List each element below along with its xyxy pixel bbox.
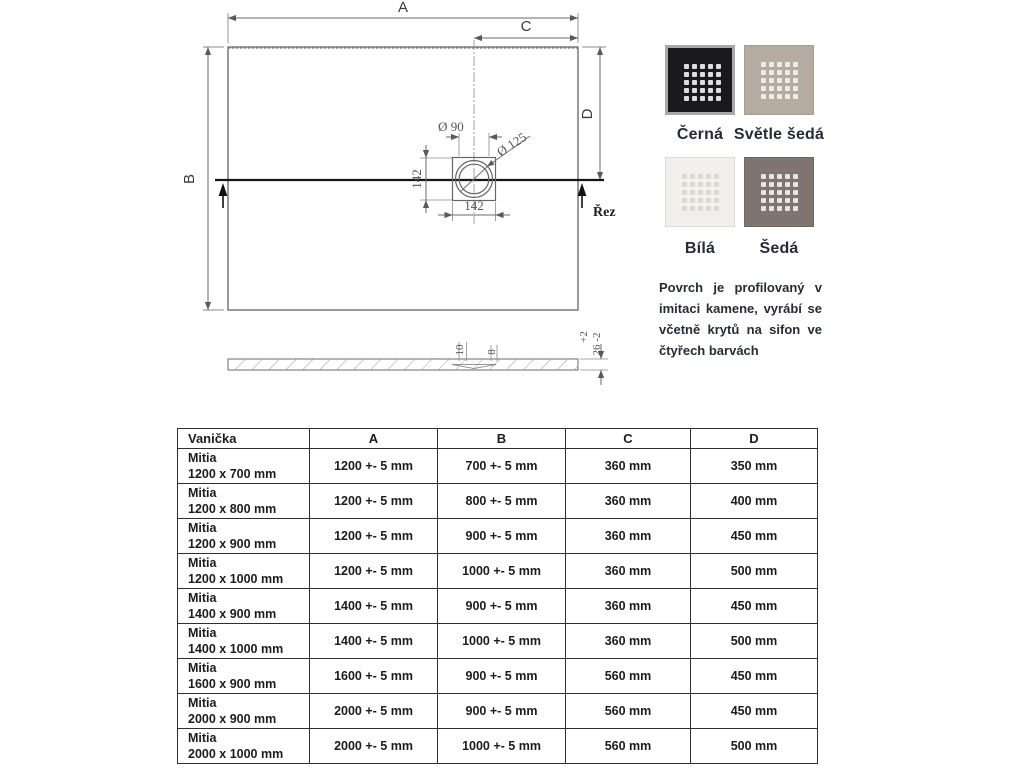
product-cell xyxy=(178,624,310,659)
value-b: 800 +- 5 mm xyxy=(438,484,566,519)
value-d: 500 mm xyxy=(691,729,818,764)
value-c: 360 mm xyxy=(566,624,691,659)
value-b: 1000 +- 5 mm xyxy=(438,624,566,659)
product-name: Mitia xyxy=(188,556,217,570)
table-row xyxy=(178,589,818,624)
value-c: 360 mm xyxy=(566,519,691,554)
section-label-rez: Řez xyxy=(593,205,616,220)
section-arrow-right xyxy=(578,183,587,208)
value-a: 1400 +- 5 mm xyxy=(310,589,438,624)
value-b: 900 +- 5 mm xyxy=(438,659,566,694)
product-size: 1200 x 700 mm xyxy=(188,467,277,481)
value-c: 360 mm xyxy=(566,449,691,484)
dim-label-142-horizontal: 142 xyxy=(464,198,484,213)
value-c: 560 mm xyxy=(566,729,691,764)
value-c: 560 mm xyxy=(566,694,691,729)
header-c: C xyxy=(566,429,691,449)
value-d: 400 mm xyxy=(691,484,818,519)
product-name: Mitia xyxy=(188,451,217,465)
product-cell xyxy=(178,449,310,484)
drain-cover-dots xyxy=(761,62,766,67)
value-c: 360 mm xyxy=(566,484,691,519)
tray-top-view xyxy=(203,13,606,310)
surface-description: Povrch je profilovaný v imitaci kamene, vyrábí se včetně krytů na sifon ve čtyřech barvách xyxy=(659,280,822,358)
swatch-svetle-seda xyxy=(744,45,814,115)
product-size: 1400 x 1000 mm xyxy=(188,642,284,656)
table-row xyxy=(178,519,818,554)
value-d: 500 mm xyxy=(691,554,818,589)
table-header-row xyxy=(178,429,818,449)
value-b: 900 +- 5 mm xyxy=(438,694,566,729)
product-name: Mitia xyxy=(188,626,217,640)
value-a: 2000 +- 5 mm xyxy=(310,729,438,764)
product-size: 1600 x 900 mm xyxy=(188,677,277,691)
product-size: 2000 x 900 mm xyxy=(188,712,277,726)
dimension-table xyxy=(177,428,818,764)
product-size: 1400 x 900 mm xyxy=(188,607,277,621)
dim-label-dia90: Ø 90 xyxy=(438,119,464,134)
dim-label-d: D xyxy=(579,108,596,120)
swatch-bila xyxy=(665,157,735,227)
dim-label-c: C xyxy=(520,18,532,35)
product-size: 1200 x 800 mm xyxy=(188,502,277,516)
header-d: D xyxy=(691,429,818,449)
value-a: 1400 +- 5 mm xyxy=(310,624,438,659)
value-b: 900 +- 5 mm xyxy=(438,519,566,554)
product-name: Mitia xyxy=(188,696,217,710)
product-cell xyxy=(178,484,310,519)
swatch-seda xyxy=(744,157,814,227)
table-row xyxy=(178,484,818,519)
swatch-label-seda: Šedá xyxy=(759,240,799,257)
product-name: Mitia xyxy=(188,521,217,535)
value-a: 2000 +- 5 mm xyxy=(310,694,438,729)
product-cell xyxy=(178,694,310,729)
drain-cover-dots xyxy=(684,64,689,69)
value-d: 450 mm xyxy=(691,659,818,694)
dim-label-dia125: Ø 125 xyxy=(493,129,530,160)
value-d: 450 mm xyxy=(691,694,818,729)
value-a: 1200 +- 5 mm xyxy=(310,519,438,554)
product-cell xyxy=(178,519,310,554)
header-b: B xyxy=(438,429,566,449)
dim-label-b: B xyxy=(181,173,198,185)
value-b: 1000 +- 5 mm xyxy=(438,729,566,764)
section-arrow-left xyxy=(219,183,228,208)
product-cell xyxy=(178,729,310,764)
dim-label-8: 8 xyxy=(486,349,498,355)
drain-cover-dots xyxy=(761,174,766,179)
product-size: 1200 x 900 mm xyxy=(188,537,277,551)
dim-label-142-vertical: 142 xyxy=(409,169,424,189)
product-cell xyxy=(178,589,310,624)
value-a: 1200 +- 5 mm xyxy=(310,449,438,484)
table-row xyxy=(178,624,818,659)
value-c: 360 mm xyxy=(566,554,691,589)
value-a: 1600 +- 5 mm xyxy=(310,659,438,694)
tray-section-view xyxy=(228,342,608,385)
table-row xyxy=(178,659,818,694)
value-c: 560 mm xyxy=(566,659,691,694)
product-size: 2000 x 1000 mm xyxy=(188,747,284,761)
product-cell xyxy=(178,659,310,694)
dim-label-10: 10 xyxy=(454,344,466,356)
swatch-label-cerna: Černá xyxy=(676,126,724,143)
swatch-label-svetle-seda: Světle šedá xyxy=(733,126,825,143)
swatch-label-bila: Bílá xyxy=(684,240,716,257)
drain-cover-dots xyxy=(682,174,687,179)
value-d: 500 mm xyxy=(691,624,818,659)
table-row xyxy=(178,694,818,729)
value-b: 900 +- 5 mm xyxy=(438,589,566,624)
table-row xyxy=(178,729,818,764)
value-a: 1200 +- 5 mm xyxy=(310,554,438,589)
value-d: 450 mm xyxy=(691,519,818,554)
product-name: Mitia xyxy=(188,661,217,675)
product-size: 1200 x 1000 mm xyxy=(188,572,284,586)
technical-drawing xyxy=(180,0,630,400)
dim-label-tol-plus2: +2 xyxy=(578,331,590,343)
value-d: 450 mm xyxy=(691,589,818,624)
table-row xyxy=(178,449,818,484)
table-row xyxy=(178,554,818,589)
product-name: Mitia xyxy=(188,591,217,605)
swatch-cerna xyxy=(665,45,735,115)
header-vanicka: Vanička xyxy=(178,429,310,449)
value-d: 350 mm xyxy=(691,449,818,484)
value-c: 360 mm xyxy=(566,589,691,624)
dim-label-a: A xyxy=(397,0,409,16)
header-a: A xyxy=(310,429,438,449)
value-b: 700 +- 5 mm xyxy=(438,449,566,484)
dim-label-26-minus2: 26 -2 xyxy=(591,332,603,356)
value-b: 1000 +- 5 mm xyxy=(438,554,566,589)
product-name: Mitia xyxy=(188,731,217,745)
product-cell xyxy=(178,554,310,589)
product-name: Mitia xyxy=(188,486,217,500)
value-a: 1200 +- 5 mm xyxy=(310,484,438,519)
